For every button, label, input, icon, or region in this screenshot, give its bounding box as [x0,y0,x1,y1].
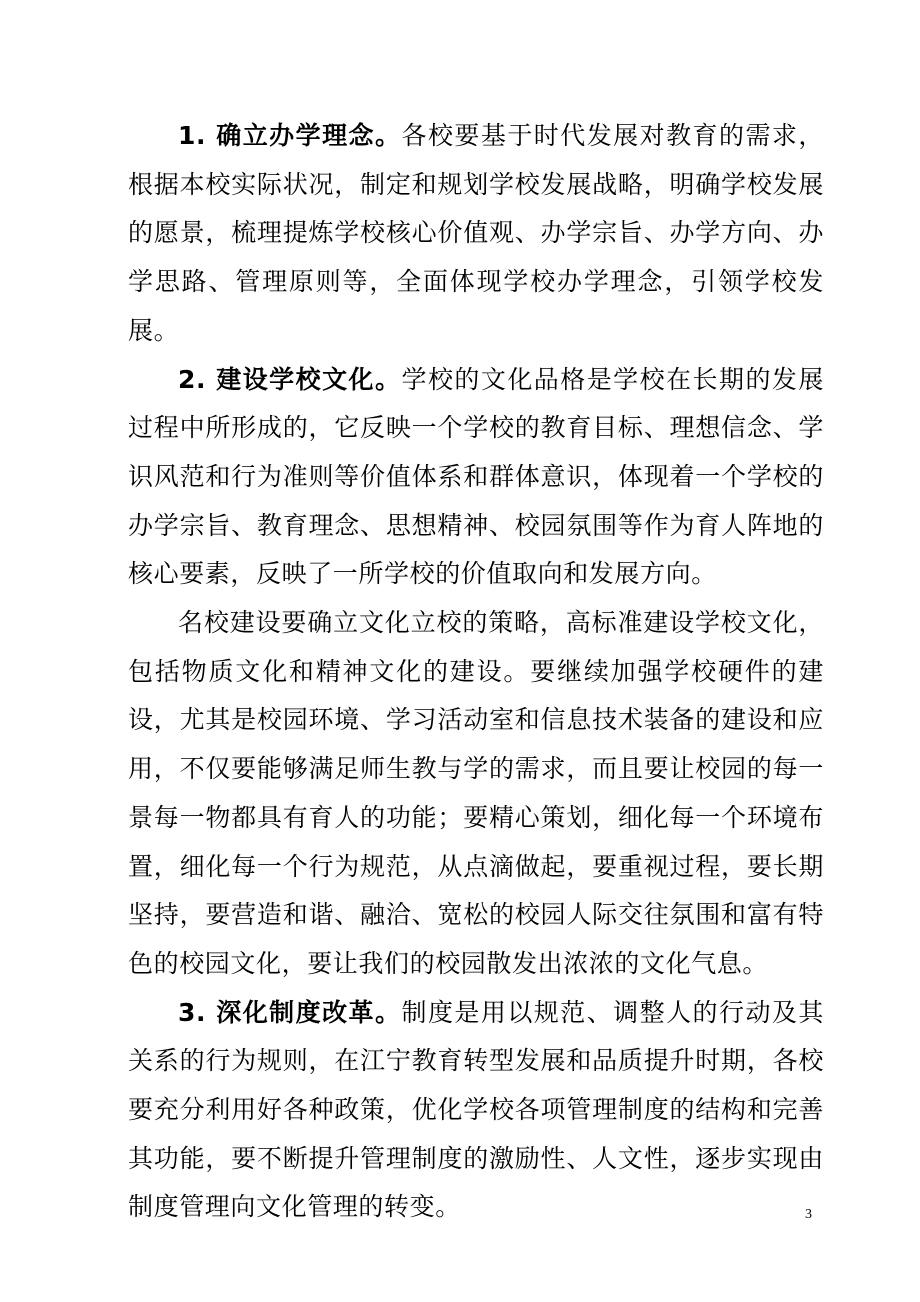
paragraph-culture-strategy [128,599,824,989]
paragraph-system-reform [128,989,824,1233]
paragraph-text: 各校要基于时代发展对教育的需求，根据本校实际状况，制定和规划学校发展战略，明确学校发展的愿景，梳理提炼学校核心价值观、办学宗旨、办学方向、办学思路、管理原则等，全面体现学校办学理念，引领学校发展。 [128,121,824,345]
paragraph-text: 学校的文化品格是学校在长期的发展过程中所形成的，它反映一个学校的教育目标、理想信念、学识风范和行为准则等价值体系和群体意识，体现着一个学校的办学宗旨、教育理念、思想精神、校园氛围等作为育人阵地的核心要素，反映了一所学校的价值取向和发展方向。 [128,364,824,589]
paragraph-heading: 1. 确立办学理念。 [178,121,402,150]
paragraph-text: 名校建设要确立文化立校的策略，高标准建设学校文化，包括物质文化和精神文化的建设。要继续加强学校硬件的建设，尤其是校园环境、学习活动室和信息技术装备的建设和应用，不仅要能够满足师生教与学的需求，而且要让校园的每一景每一物都具有育人的功能；要精心策划，细化每一个环境布置，细化每一个行为规范，从点滴做起，要重视过程，要长期坚持，要营造和谐、融洽、宽松的校园人际交往氛围和富有特色的校园文化，要让我们的校园散发出浓浓的文化气息。 [128,608,824,978]
paragraph-text: 制度是用以规范、调整人的行动及其关系的行为规则，在江宁教育转型发展和品质提升时期，各校要充分利用好各种政策，优化学校各项管理制度的结构和完善其功能，要不断提升管理制度的激励性、人文性，逐步实现由制度管理向文化管理的转变。 [128,997,824,1222]
paragraph-school-culture [128,356,824,600]
paragraph-heading: 3. 深化制度改革。 [178,997,402,1027]
document-body [128,112,824,1232]
paragraph-establish-philosophy [128,112,824,356]
paragraph-heading: 2. 建设学校文化。 [178,364,402,394]
page-number: 3 [805,1207,812,1222]
